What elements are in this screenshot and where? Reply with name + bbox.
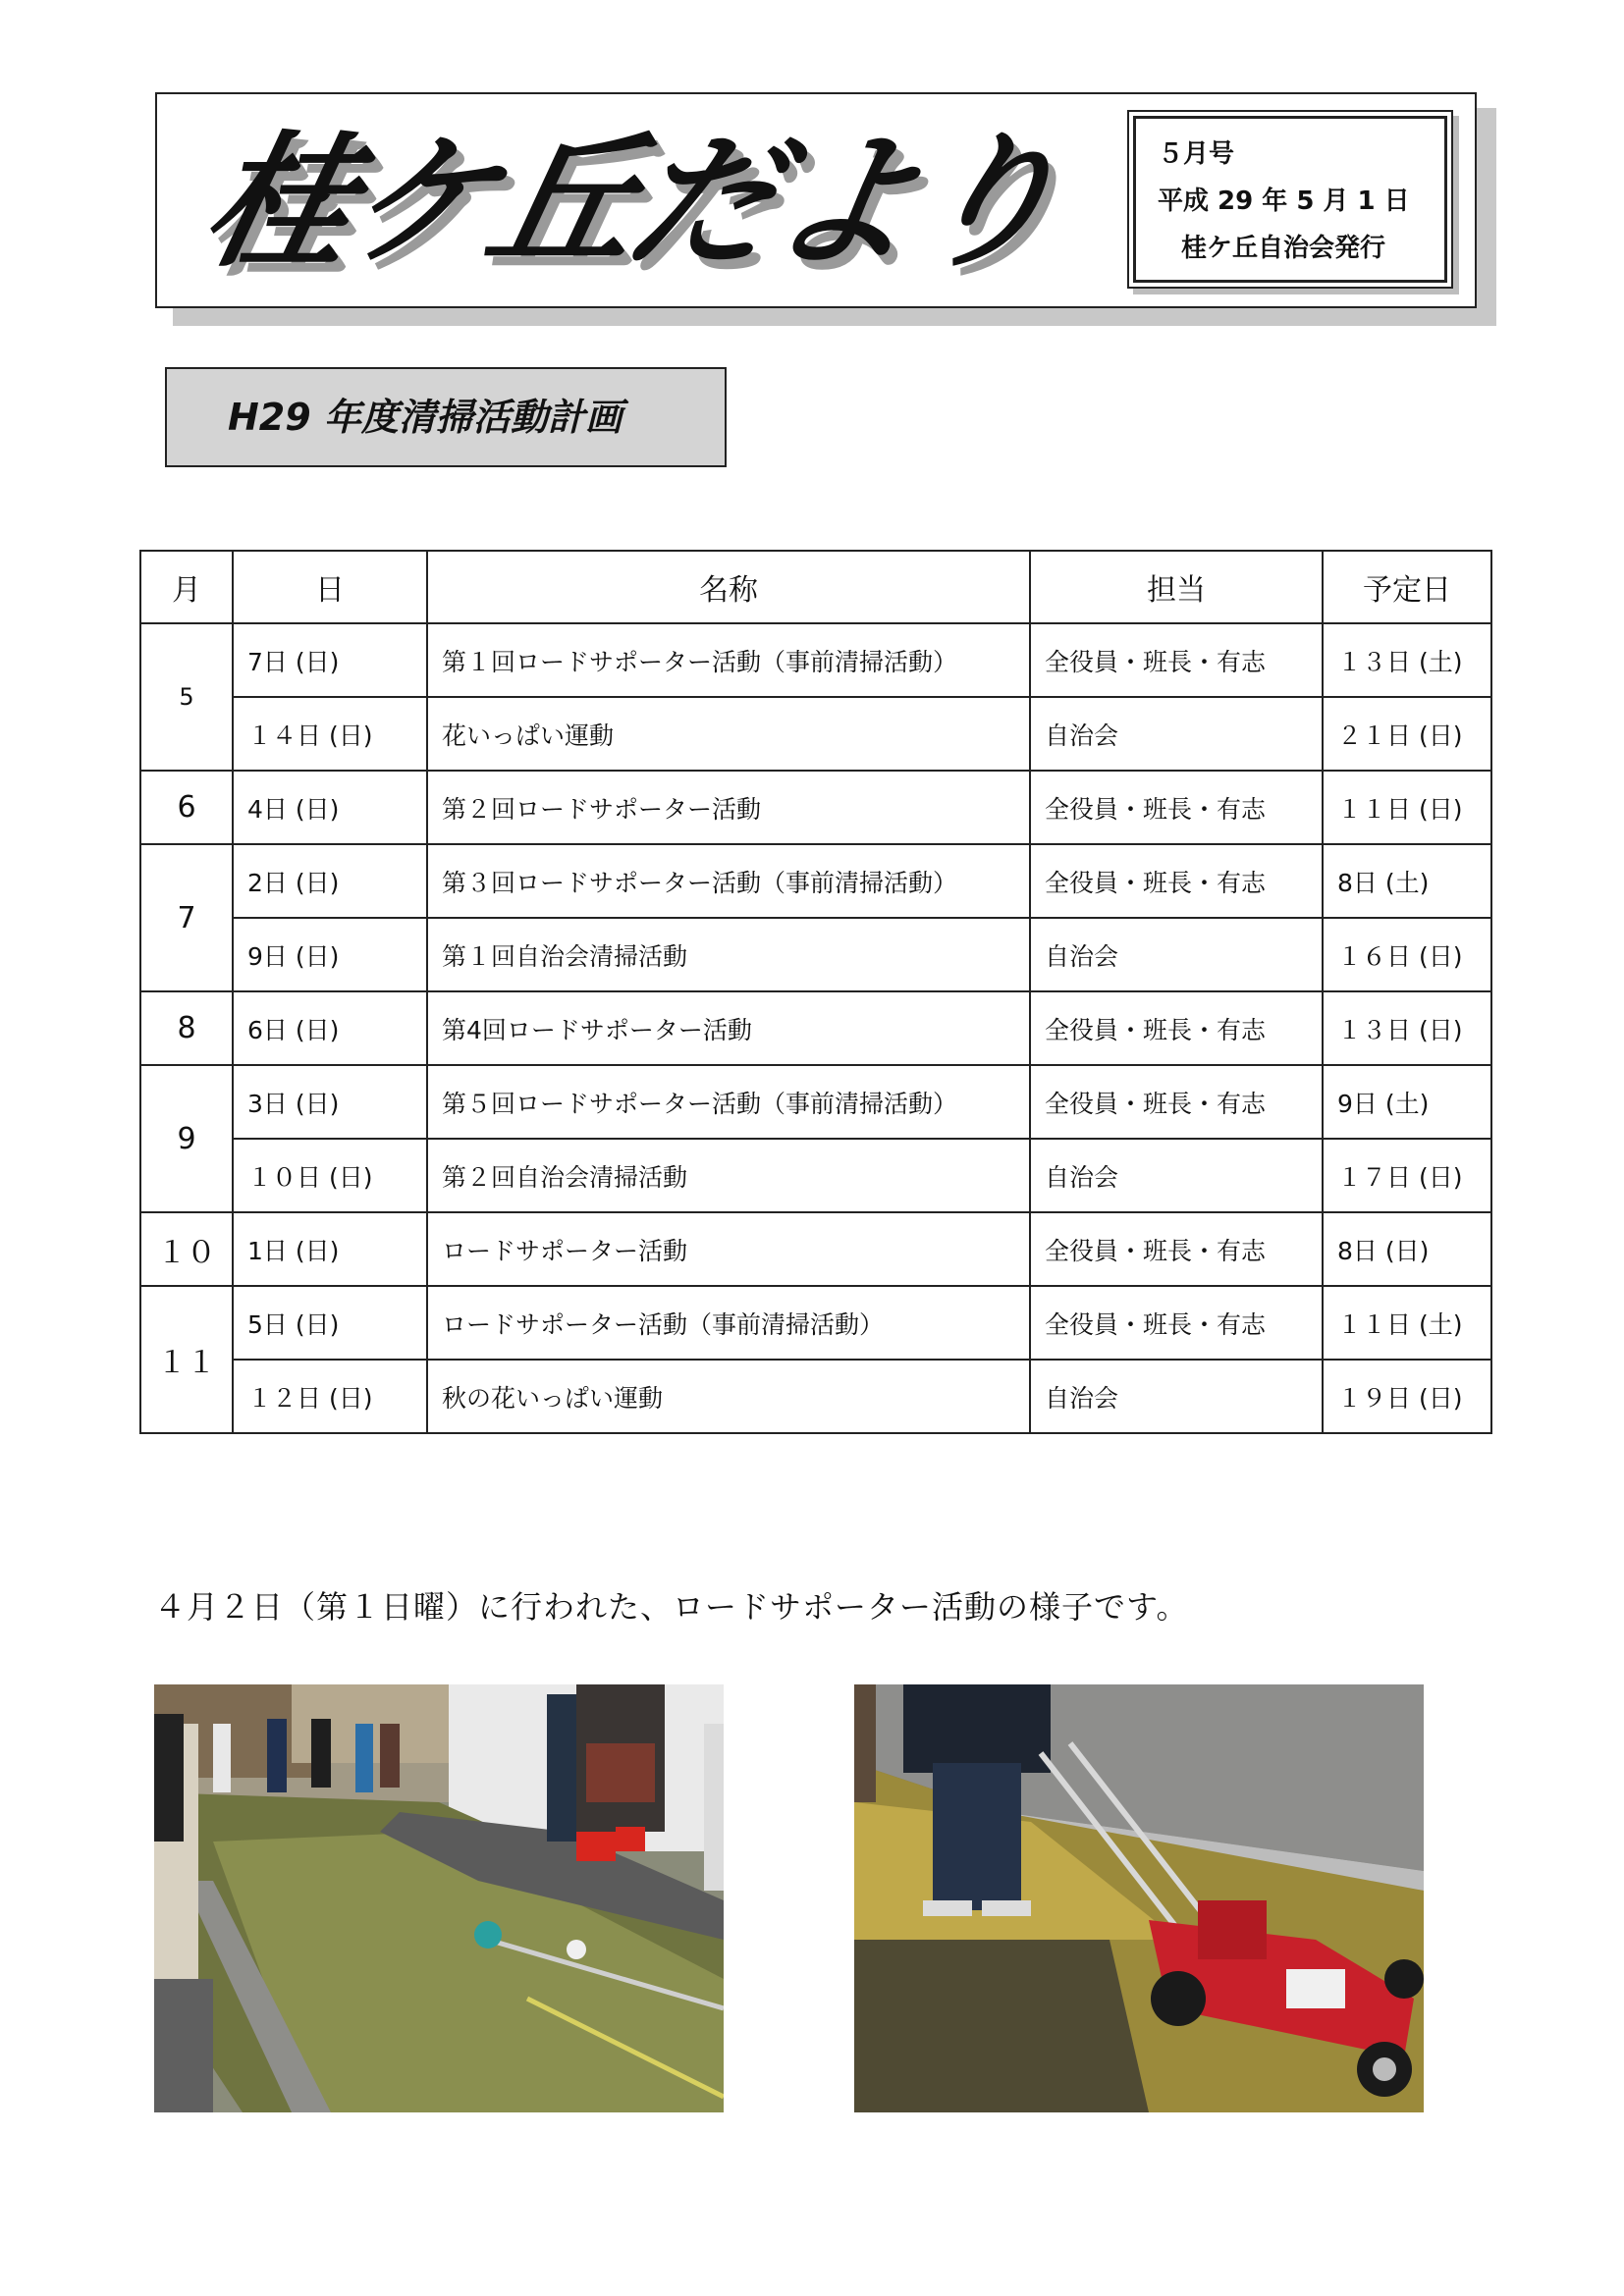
cell-charge: 自治会 (1030, 1139, 1323, 1212)
cell-planned: １７日 (日) (1323, 1139, 1491, 1212)
table-row (140, 918, 1491, 991)
photo-volunteers-gathering (154, 1684, 724, 2112)
cell-day: 5日 (日) (233, 1286, 427, 1360)
table-row (140, 1360, 1491, 1433)
cell-day: 4日 (日) (233, 771, 427, 844)
newsletter-title: 桂ケ丘だより (189, 118, 1075, 287)
cell-name: 第２回ロードサポーター活動 (427, 771, 1030, 844)
header-name: 名称 (427, 551, 1030, 623)
issue-info-box (1127, 110, 1453, 289)
cell-name: 第５回ロードサポーター活動（事前清掃活動） (427, 1065, 1030, 1139)
cell-planned: １１日 (日) (1323, 771, 1491, 844)
table-row (140, 1065, 1491, 1139)
cell-month: １０ (140, 1212, 233, 1286)
cell-charge: 自治会 (1030, 697, 1323, 771)
cell-charge: 全役員・班長・有志 (1030, 1212, 1323, 1286)
issue-number: ５月号 (1158, 139, 1235, 169)
cell-day: １２日 (日) (233, 1360, 427, 1433)
cell-month: １１ (140, 1286, 233, 1433)
issue-info-inner (1133, 116, 1447, 283)
photo-caption: ４月２日（第１日曜）に行われた、ロードサポーター活動の様子です。 (154, 1588, 1189, 1626)
cell-day: 2日 (日) (233, 844, 427, 918)
cell-month: 9 (140, 1065, 233, 1212)
header-planned: 予定日 (1323, 551, 1491, 623)
table-row (140, 1286, 1491, 1360)
cell-day: 1日 (日) (233, 1212, 427, 1286)
cell-name: ロードサポーター活動 (427, 1212, 1030, 1286)
cell-planned: ２１日 (日) (1323, 697, 1491, 771)
cell-planned: １１日 (土) (1323, 1286, 1491, 1360)
table-row (140, 623, 1491, 697)
cell-day: １４日 (日) (233, 697, 427, 771)
table-row (140, 771, 1491, 844)
cell-day: 7日 (日) (233, 623, 427, 697)
cleaning-schedule-table (139, 550, 1492, 1434)
cell-charge: 全役員・班長・有志 (1030, 844, 1323, 918)
issue-date: 平成 29 年 5 月 1 日 (1158, 187, 1410, 216)
cell-planned: １９日 (日) (1323, 1360, 1491, 1433)
cell-name: 秋の花いっぱい運動 (427, 1360, 1030, 1433)
cell-month: 7 (140, 844, 233, 991)
cell-planned: 8日 (日) (1323, 1212, 1491, 1286)
cell-month: 6 (140, 771, 233, 844)
header-day: 日 (233, 551, 427, 623)
header-month: 月 (140, 551, 233, 623)
table-row (140, 1212, 1491, 1286)
cell-planned: １３日 (日) (1323, 991, 1491, 1065)
table-header-row (140, 551, 1491, 623)
cell-charge: 自治会 (1030, 1360, 1323, 1433)
cell-month: 8 (140, 991, 233, 1065)
table-row (140, 844, 1491, 918)
cell-day: 6日 (日) (233, 991, 427, 1065)
cell-name: 第２回自治会清掃活動 (427, 1139, 1030, 1212)
cell-day: 9日 (日) (233, 918, 427, 991)
cell-month: 5 (140, 623, 233, 771)
cell-planned: １３日 (土) (1323, 623, 1491, 697)
table-row (140, 697, 1491, 771)
cell-charge: 自治会 (1030, 918, 1323, 991)
cell-charge: 全役員・班長・有志 (1030, 991, 1323, 1065)
cell-planned: 8日 (土) (1323, 844, 1491, 918)
cell-name: 花いっぱい運動 (427, 697, 1030, 771)
cell-name: 第１回自治会清掃活動 (427, 918, 1030, 991)
cell-name: 第１回ロードサポーター活動（事前清掃活動） (427, 623, 1030, 697)
masthead (155, 92, 1477, 308)
section-title: H29 年度清掃活動計画 (165, 367, 727, 467)
cell-charge: 全役員・班長・有志 (1030, 1286, 1323, 1360)
cell-day: １０日 (日) (233, 1139, 427, 1212)
cell-name: ロードサポーター活動（事前清掃活動） (427, 1286, 1030, 1360)
photo-lawn-mowing (854, 1684, 1424, 2112)
cell-planned: １６日 (日) (1323, 918, 1491, 991)
cell-name: 第4回ロードサポーター活動 (427, 991, 1030, 1065)
cell-charge: 全役員・班長・有志 (1030, 1065, 1323, 1139)
cell-charge: 全役員・班長・有志 (1030, 623, 1323, 697)
cell-day: 3日 (日) (233, 1065, 427, 1139)
cell-planned: 9日 (土) (1323, 1065, 1491, 1139)
issue-publisher: 桂ケ丘自治会発行 (1181, 234, 1386, 263)
header-charge: 担当 (1030, 551, 1323, 623)
cell-charge: 全役員・班長・有志 (1030, 771, 1323, 844)
table-row (140, 1139, 1491, 1212)
table-row (140, 991, 1491, 1065)
cell-name: 第３回ロードサポーター活動（事前清掃活動） (427, 844, 1030, 918)
